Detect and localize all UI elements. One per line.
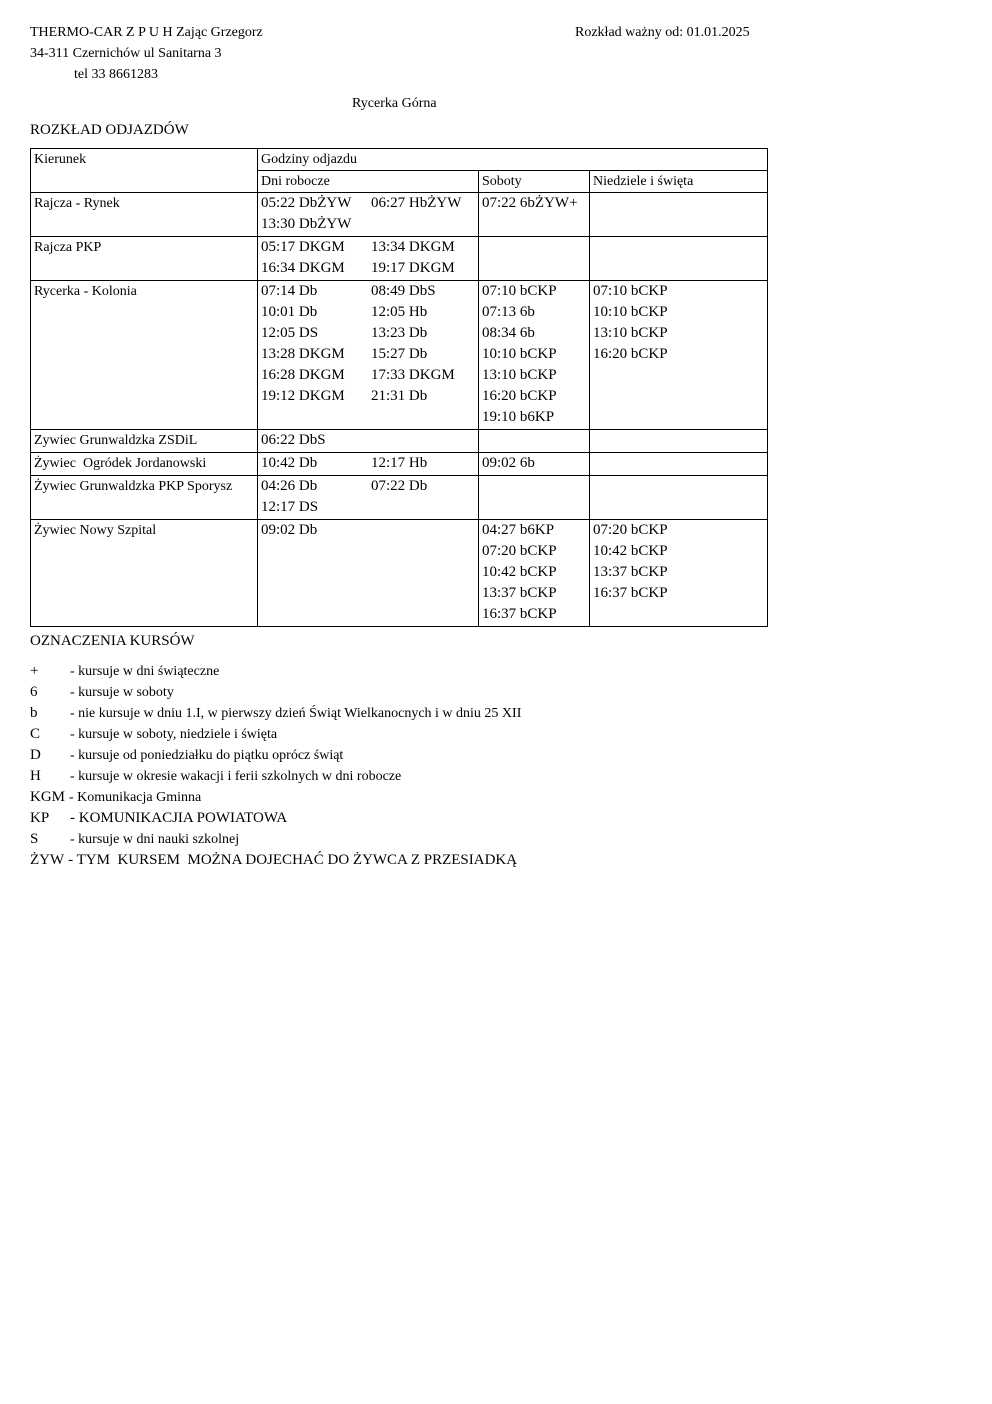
direction-cell: Zywiec Grunwaldzka ZSDiL: [31, 430, 258, 453]
legend-symbol: ŻYW: [30, 852, 65, 868]
workdays-cell: [258, 453, 479, 476]
company-address: 34-311 Czernichów ul Sanitarna 3: [30, 46, 222, 61]
departure-time: 19:10 b6KP: [482, 409, 555, 425]
departure-time: 07:20 bCKP: [593, 522, 668, 538]
legend-symbol: +: [30, 663, 39, 679]
legend-item: [30, 702, 521, 723]
departure-time: 06:22 DbS: [261, 432, 326, 448]
legend-text: - kursuje w dni nauki szkolnej: [70, 832, 240, 847]
departure-time: 15:27 Db: [371, 346, 428, 362]
legend-item: [30, 849, 521, 870]
legend-list: [30, 660, 521, 870]
legend-symbol: KP: [30, 810, 50, 826]
table-row: [31, 476, 768, 520]
direction-cell: Żywiec Nowy Szpital: [31, 520, 258, 627]
legend-text: - Komunikacja Gminna: [69, 790, 202, 805]
direction-cell: Rajcza - Rynek: [31, 193, 258, 237]
legend-symbol: KGM: [30, 789, 66, 805]
departure-time: 16:37 bCKP: [593, 585, 668, 601]
departure-time: 13:10 bCKP: [482, 367, 557, 383]
departure-time: 13:37 bCKP: [593, 564, 668, 580]
departure-time: 12:17 DS: [261, 499, 319, 515]
departure-time: 13:37 bCKP: [482, 585, 557, 601]
departure-time: 13:28 DKGM: [261, 346, 345, 362]
legend-text: - kursuje w soboty: [70, 685, 174, 700]
saturdays-cell: [479, 453, 590, 476]
legend-symbol: S: [30, 831, 39, 847]
table-row: [31, 193, 768, 237]
legend-symbol: 6: [30, 684, 38, 700]
table-row: [31, 281, 768, 430]
departure-time: 04:26 Db: [261, 478, 318, 494]
direction-cell: Rajcza PKP: [31, 237, 258, 281]
legend-item: [30, 765, 521, 786]
departure-time: 19:17 DKGM: [371, 260, 455, 276]
company-phone: tel 33 8661283: [74, 67, 158, 82]
legend-symbol: b: [30, 705, 38, 721]
departure-time: 10:42 Db: [261, 455, 318, 471]
col-workdays-header: Dni robocze: [258, 171, 479, 193]
legend-item: [30, 786, 521, 807]
legend-text: - kursuje w okresie wakacji i ferii szkolnych w dni robocze: [70, 769, 402, 784]
table-row: [31, 237, 768, 281]
legend-symbol: H: [30, 768, 41, 784]
departure-time: 17:33 DKGM: [371, 367, 455, 383]
col-saturdays-header: Soboty: [479, 171, 590, 193]
legend-item: [30, 807, 521, 828]
legend-symbol: C: [30, 726, 41, 742]
legend-item: [30, 681, 521, 702]
sundays-cell: [590, 237, 768, 281]
stop-name: Rycerka Górna: [352, 96, 437, 111]
workdays-cell: [258, 476, 479, 520]
departure-time: 10:10 bCKP: [482, 346, 557, 362]
departure-time: 10:42 bCKP: [593, 543, 668, 559]
legend-text: - kursuje w dni świąteczne: [70, 664, 220, 679]
sundays-cell: [590, 476, 768, 520]
valid-from: Rozkład ważny od: 01.01.2025: [575, 25, 750, 40]
saturdays-cell: [479, 193, 590, 237]
sundays-cell: [590, 281, 768, 430]
workdays-cell: [258, 520, 479, 627]
legend-item: [30, 828, 521, 849]
departure-time: 12:17 Hb: [371, 455, 428, 471]
workdays-cell: [258, 281, 479, 430]
departure-time: 21:31 Db: [371, 388, 428, 404]
departure-time: 07:22 6bŻYW+: [482, 195, 578, 211]
departure-time: 09:02 Db: [261, 522, 318, 538]
departure-time: 16:34 DKGM: [261, 260, 345, 276]
legend-item: [30, 723, 521, 744]
col-departures-header: Godziny odjazdu: [258, 149, 768, 171]
saturdays-cell: [479, 281, 590, 430]
legend-text: - TYM KURSEM MOŻNA DOJECHAĆ DO ŻYWCA Z PRZESIADKĄ: [68, 852, 518, 868]
timetable: [30, 148, 768, 627]
sundays-cell: [590, 193, 768, 237]
departure-time: 09:02 6b: [482, 455, 535, 471]
table-row: [31, 453, 768, 476]
sundays-cell: [590, 430, 768, 453]
departure-time: 13:10 bCKP: [593, 325, 668, 341]
table-row: [31, 430, 768, 453]
legend-item: [30, 660, 521, 681]
departure-time: 07:20 bCKP: [482, 543, 557, 559]
departure-time: 05:17 DKGM: [261, 239, 345, 255]
departure-time: 12:05 DS: [261, 325, 319, 341]
saturdays-cell: [479, 430, 590, 453]
table-row: [31, 520, 768, 627]
workdays-cell: [258, 430, 479, 453]
col-sundays-header: Niedziele i święta: [590, 171, 768, 193]
departure-time: 07:14 Db: [261, 283, 318, 299]
departure-time: 16:37 bCKP: [482, 606, 557, 622]
departure-time: 16:20 bCKP: [482, 388, 557, 404]
departure-time: 07:13 6b: [482, 304, 535, 320]
departure-time: 10:01 Db: [261, 304, 318, 320]
departure-time: 10:10 bCKP: [593, 304, 668, 320]
departure-time: 08:34 6b: [482, 325, 535, 341]
sundays-cell: [590, 520, 768, 627]
departure-time: 13:23 Db: [371, 325, 428, 341]
departure-time: 07:10 bCKP: [593, 283, 668, 299]
departure-time: 13:34 DKGM: [371, 239, 455, 255]
departure-time: 07:10 bCKP: [482, 283, 557, 299]
departure-time: 10:42 bCKP: [482, 564, 557, 580]
direction-cell: Żywiec Ogródek Jordanowski: [31, 453, 258, 476]
direction-cell: Rycerka - Kolonia: [31, 281, 258, 430]
departure-time: 13:30 DbŻYW: [261, 216, 352, 232]
col-direction-header: Kierunek: [31, 149, 258, 193]
workdays-cell: [258, 237, 479, 281]
departure-time: 06:27 HbŻYW: [371, 195, 462, 211]
legend-item: [30, 744, 521, 765]
departure-time: 05:22 DbŻYW: [261, 195, 352, 211]
workdays-cell: [258, 193, 479, 237]
sundays-cell: [590, 453, 768, 476]
saturdays-cell: [479, 237, 590, 281]
departure-time: 08:49 DbS: [371, 283, 436, 299]
legend-text: - KOMUNIKACJIA POWIATOWA: [70, 810, 288, 826]
departure-time: 04:27 b6KP: [482, 522, 555, 538]
saturdays-cell: [479, 476, 590, 520]
legend-text: - nie kursuje w dniu 1.I, w pierwszy dzień Świąt Wielkanocnych i w dniu 25 XII: [70, 706, 522, 721]
company-name: THERMO-CAR Z P U H Zając Grzegorz: [30, 25, 263, 40]
legend-text: - kursuje od poniedziałku do piątku oprócz świąt: [70, 748, 344, 763]
direction-cell: Żywiec Grunwaldzka PKP Sporysz: [31, 476, 258, 520]
legend-symbol: D: [30, 747, 41, 763]
section-title: ROZKŁAD ODJAZDÓW: [30, 122, 189, 138]
departure-time: 16:28 DKGM: [261, 367, 345, 383]
saturdays-cell: [479, 520, 590, 627]
legend-text: - kursuje w soboty, niedziele i święta: [70, 727, 278, 742]
legend-title: OZNACZENIA KURSÓW: [30, 633, 195, 649]
departure-time: 12:05 Hb: [371, 304, 428, 320]
departure-time: 16:20 bCKP: [593, 346, 668, 362]
header-row-1: [31, 149, 768, 171]
departure-time: 19:12 DKGM: [261, 388, 345, 404]
departure-time: 07:22 Db: [371, 478, 428, 494]
